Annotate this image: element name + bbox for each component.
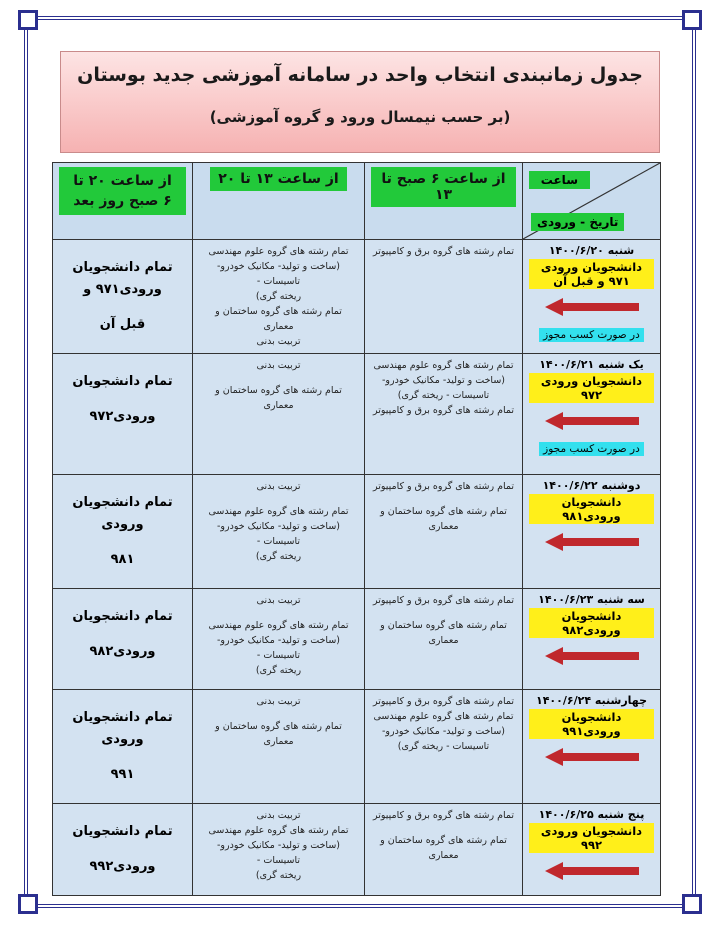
cell-line: تمام رشته های گروه علوم مهندسی (373, 360, 514, 371)
day-cell (523, 804, 661, 896)
slot-6-13-cell (365, 804, 523, 896)
cell-line: ۹۹۱ (110, 767, 135, 782)
cell-line (371, 823, 516, 833)
cell-line (199, 709, 358, 719)
cell-line: ۹۸۱ (110, 552, 135, 567)
slot-6-13-cell (365, 240, 523, 354)
cell-line: تربیت بدنی (256, 481, 301, 492)
left-arrow-icon (543, 646, 641, 666)
cell-line: تمام رشته های گروه ساختمان و (380, 620, 507, 631)
cell-line (371, 608, 516, 618)
border-corner-ornament (18, 10, 38, 30)
day-date: سه شنبه ۱۴۰۰/۶/۲۳ (538, 593, 645, 606)
slot-6-13-cell (365, 475, 523, 589)
header-col1 (365, 163, 523, 240)
cell-line: معماری (428, 521, 459, 532)
cell-line: ریخته گری) (255, 870, 302, 881)
cell-line: تمام دانشجویان (72, 374, 173, 389)
cell-line: تمام رشته های گروه علوم مهندسی (208, 246, 349, 257)
cell-line (371, 494, 516, 504)
left-arrow-icon (543, 411, 641, 431)
left-arrow-icon (543, 747, 641, 767)
cell-line: تربیت بدنی (256, 360, 301, 371)
cell-line: تمام رشته های گروه ساختمان و معماری (215, 721, 342, 747)
cell-line: معماری (428, 635, 459, 646)
slot-6-13-cell (365, 354, 523, 475)
slot-20-6-cell (53, 589, 193, 690)
table-row (53, 240, 661, 354)
border-corner-ornament (682, 894, 702, 914)
day-date: دوشنبه ۱۴۰۰/۶/۲۲ (542, 479, 641, 492)
cell-line: تربیت بدنی (256, 595, 301, 606)
day-date: پنج شنبه ۱۴۰۰/۶/۲۵ (538, 808, 645, 821)
cell-line: تمام رشته های گروه برق و کامپیوتر (372, 696, 515, 707)
entry-year-badge: دانشجویان ورودی ۹۷۲ (529, 373, 654, 403)
page-title: جدول زمانبندی انتخاب واحد در سامانه آموزشی جدید بوستان (77, 64, 643, 86)
day-cell (523, 354, 661, 475)
permit-note: در صورت کسب مجوز (539, 442, 644, 456)
slot-13-20-cell (193, 804, 365, 896)
slot-13-20-cell (193, 475, 365, 589)
header-col3-label: از ساعت ۲۰ تا ۶ صبح روز بعد (59, 167, 186, 215)
cell-line (199, 608, 358, 618)
table-row (53, 690, 661, 804)
table-row (53, 589, 661, 690)
entry-year-badge: دانشجویان ورودی۹۸۱ (529, 494, 654, 524)
entry-year-badge: دانشجویان ورودی ۹۹۲ (529, 823, 654, 853)
cell-line: ورودی۹۷۲ (89, 409, 156, 424)
cell-line: ریخته گری) (255, 551, 302, 562)
cell-line (199, 494, 358, 504)
day-cell (523, 240, 661, 354)
cell-line: ریخته گری) (255, 665, 302, 676)
day-date: یک شنبه ۱۴۰۰/۶/۲۱ (539, 358, 644, 371)
cell-line: تمام رشته های گروه علوم مهندسی (208, 825, 349, 836)
entry-year-badge: دانشجویان ورودی۹۹۱ (529, 709, 654, 739)
cell-line: تمام رشته های گروه ساختمان و (380, 835, 507, 846)
left-arrow-icon (543, 532, 641, 552)
time-label: ساعت (529, 171, 590, 189)
table-row (53, 354, 661, 475)
day-cell (523, 589, 661, 690)
day-cell (523, 690, 661, 804)
header-corner-cell (523, 163, 661, 240)
cell-line: تمام رشته های گروه ساختمان و (380, 506, 507, 517)
cell-line: تمام رشته های گروه علوم مهندسی (208, 620, 349, 631)
border-corner-ornament (18, 894, 38, 914)
cell-line: (ساخت و تولید- مکانیک خودرو- تاسیسات - (216, 840, 340, 866)
cell-line: ورودی۹۹۲ (89, 859, 156, 874)
cell-line: تمام رشته های گروه برق و کامپیوتر (372, 405, 515, 416)
cell-line: تاسیسات - ریخته گری) (397, 741, 490, 752)
cell-line: (ساخت و تولید- مکانیک خودرو- (381, 375, 505, 386)
day-cell (523, 475, 661, 589)
cell-line: تربیت بدنی (256, 810, 301, 821)
slot-20-6-cell (53, 240, 193, 354)
date-entry-label: تاریخ - ورودی (531, 213, 624, 231)
border-corner-ornament (682, 10, 702, 30)
cell-line: (ساخت و تولید- مکانیک خودرو- تاسیسات - (216, 261, 340, 287)
cell-line: تمام رشته های گروه برق و کامپیوتر (372, 595, 515, 606)
title-banner (60, 51, 660, 153)
slot-13-20-cell (193, 690, 365, 804)
cell-line: تمام دانشجویان ورودی۹۷۱ و (72, 260, 173, 297)
cell-line: تربیت بدنی (256, 336, 301, 347)
cell-line: معماری (428, 850, 459, 861)
slot-13-20-cell (193, 589, 365, 690)
entry-year-badge: دانشجویان ورودی ۹۷۱ و قبل آن (529, 259, 654, 289)
cell-line: تمام دانشجویان ورودی (72, 710, 173, 747)
left-arrow-icon (543, 861, 641, 881)
day-date: چهارشنبه ۱۴۰۰/۶/۲۴ (536, 694, 647, 707)
cell-line: تمام رشته های گروه برق و کامپیوتر (372, 246, 515, 257)
slot-20-6-cell (53, 804, 193, 896)
page-subtitle: (بر حسب نیمسال ورود و گروه آموزشی) (209, 108, 511, 126)
slot-13-20-cell (193, 354, 365, 475)
header-col1-label: از ساعت ۶ صبح تا ۱۳ (371, 167, 516, 207)
cell-line: (ساخت و تولید- مکانیک خودرو- (381, 726, 505, 737)
cell-line: تربیت بدنی (256, 696, 301, 707)
header-row (53, 163, 661, 240)
table-row (53, 804, 661, 896)
cell-line: تمام رشته های گروه ساختمان و معماری (215, 385, 342, 411)
cell-line: ورودی۹۸۲ (89, 644, 156, 659)
cell-line: تمام رشته های گروه علوم مهندسی (373, 711, 514, 722)
slot-13-20-cell (193, 240, 365, 354)
slot-20-6-cell (53, 475, 193, 589)
slot-6-13-cell (365, 589, 523, 690)
schedule-table (52, 162, 661, 896)
cell-line: تمام دانشجویان ورودی (72, 495, 173, 532)
cell-line (199, 373, 358, 383)
entry-year-badge: دانشجویان ورودی۹۸۲ (529, 608, 654, 638)
cell-line: تمام دانشجویان (72, 609, 173, 624)
cell-line: قبل آن (99, 317, 146, 332)
cell-line: تمام رشته های گروه علوم مهندسی (208, 506, 349, 517)
cell-line: (ساخت و تولید- مکانیک خودرو- تاسیسات - (216, 635, 340, 661)
header-col2 (193, 163, 365, 240)
cell-line: ریخته گری) (255, 291, 302, 302)
slot-20-6-cell (53, 690, 193, 804)
header-col3 (53, 163, 193, 240)
cell-line: (ساخت و تولید- مکانیک خودرو- تاسیسات - (216, 521, 340, 547)
permit-note: در صورت کسب مجوز (539, 328, 644, 342)
cell-line: تمام دانشجویان (72, 824, 173, 839)
cell-line: تمام رشته های گروه برق و کامپیوتر (372, 481, 515, 492)
cell-line: تمام رشته های گروه برق و کامپیوتر (372, 810, 515, 821)
cell-line: تاسیسات - ریخته گری) (397, 390, 490, 401)
slot-6-13-cell (365, 690, 523, 804)
table-row (53, 475, 661, 589)
cell-line: تمام رشته های گروه ساختمان و معماری (215, 306, 342, 332)
header-col2-label: از ساعت ۱۳ تا ۲۰ (210, 167, 346, 191)
day-date: شنبه ۱۴۰۰/۶/۲۰ (548, 244, 635, 257)
left-arrow-icon (543, 297, 641, 317)
slot-20-6-cell (53, 354, 193, 475)
